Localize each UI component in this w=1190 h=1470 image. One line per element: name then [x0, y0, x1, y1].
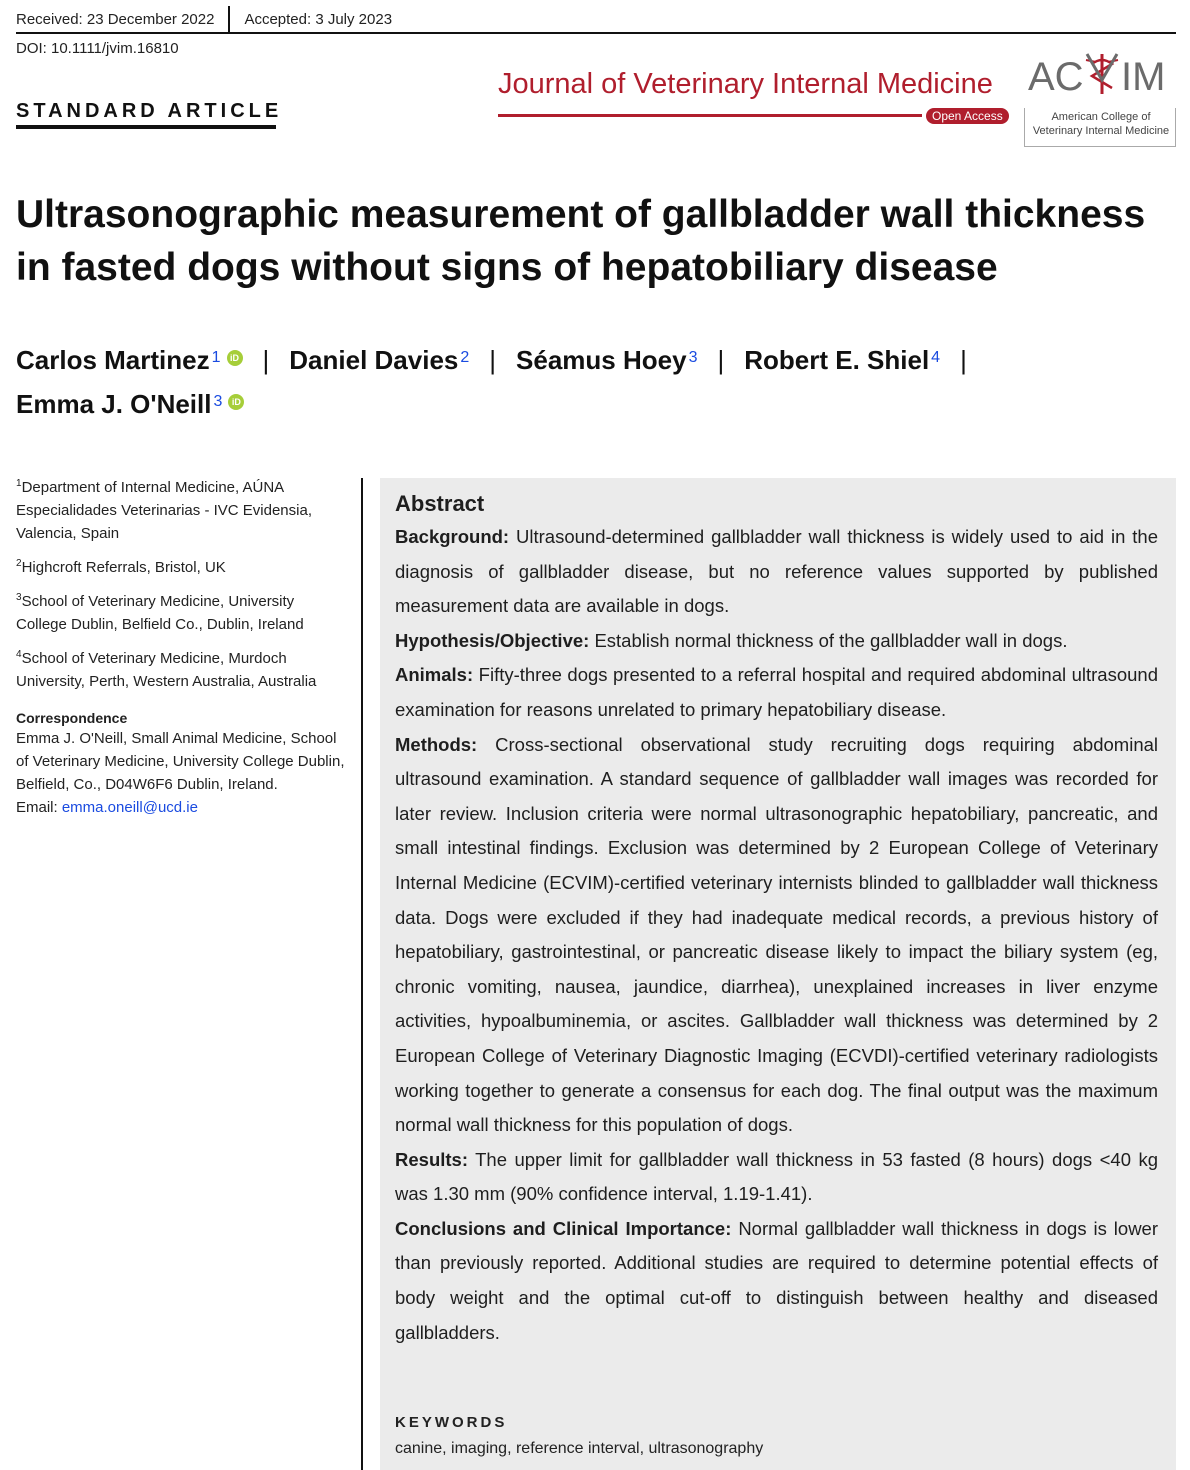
- author-separator: |: [262, 345, 270, 375]
- acvim-college-name: [1024, 110, 1178, 138]
- affiliation-number: 3: [16, 592, 22, 603]
- section-text: Fifty-three dogs presented to a referral hospital and required abdominal ultrasound examination for reasons unrelated to primary hepatobiliary disease.: [395, 664, 1158, 720]
- section-label: Results:: [395, 1148, 468, 1170]
- author-name[interactable]: Robert E. Shiel: [744, 345, 930, 375]
- college-line-2: Veterinary Internal Medicine: [1032, 125, 1170, 137]
- correspondence-heading: Correspondence: [16, 710, 128, 726]
- abstract-methods: [395, 728, 1158, 1143]
- affiliations-column: [16, 472, 346, 819]
- article-title: [16, 188, 1166, 294]
- author[interactable]: [16, 389, 244, 419]
- author-separator: |: [960, 345, 967, 375]
- correspondence-email: [16, 796, 346, 819]
- affiliation-number: 1: [16, 478, 22, 489]
- section-label: Animals:: [395, 664, 474, 686]
- affiliation-3: [16, 586, 346, 636]
- author[interactable]: [516, 345, 697, 375]
- column-divider: [361, 478, 363, 1470]
- author[interactable]: [16, 345, 243, 375]
- author-separator: |: [717, 345, 725, 375]
- keywords-heading: KEYWORDS: [395, 1414, 508, 1431]
- affiliation-text: Department of Internal Medicine, AÚNA Especialidades Veterinarias - IVC Evidensia, Valencia, Spain: [16, 479, 312, 542]
- author[interactable]: [744, 345, 940, 375]
- header-rule: [16, 32, 1176, 34]
- section-text: Cross-sectional observational study recruiting dogs requiring abdominal ultrasound examination. A standard sequence of gallbladder wall images was recorded for later review. Inclusion criteria were normal ultrasonographic hepatobiliary, pancreatic, and small intestinal findings. Exclusion was determined by 2 European College of Veterinary Internal Medicine (ECVIM)-certified veterinary internists blinded to gallbladder wall thickness data. Dogs were excluded if they had inadequate medical records, a previous history of hepatobiliary, gastrointestinal, or pancreatic disease likely to impact the biliary system (eg, chronic vomiting, nausea, jaundice, diarrhea), unexplained increases in liver enzyme activities, hypoalbuminemia, or ascites. Gallbladder wall thickness was determined by 2 European College of Veterinary Diagnostic Imaging (ECVDI)-certified veterinary radiologists working together to generate a consensus for each dog. The final output was the maximum normal wall thickness for this population of dogs.: [395, 733, 1159, 1136]
- abstract-animals: [395, 658, 1158, 727]
- section-text: Normal gallbladder wall thickness in dogs is lower than previously reported. Additional studies are required to determine potential effects of body weight and the optimal cut-off to distinguish between healthy and diseased gallbladders.: [395, 1217, 1159, 1343]
- abstract-content: [395, 486, 1158, 1350]
- section-text: The upper limit for gallbladder wall thickness in 53 fasted (8 hours) dogs <40 kg was 1.30 mm (90% confidence interval, 1.19-1.41).: [395, 1148, 1158, 1205]
- acvim-logo-text-ac: AC: [1028, 55, 1084, 99]
- abstract-conclusions: [395, 1212, 1158, 1350]
- affiliation-sup[interactable]: 1: [211, 349, 221, 366]
- affiliation-4: [16, 643, 346, 693]
- keywords-list: canine, imaging, reference interval, ultrasonography: [395, 1440, 764, 1457]
- affiliation-text: Highcroft Referrals, Bristol, UK: [21, 559, 226, 576]
- section-label: Conclusions and Clinical Importance:: [395, 1217, 732, 1239]
- author-line-2: [16, 382, 1166, 426]
- open-access-badge: Open Access: [926, 108, 1009, 124]
- section-label: Methods:: [395, 733, 478, 755]
- title-line-1: Ultrasonographic measurement of gallbladder wall thickness: [16, 193, 1146, 236]
- section-text: Ultrasound-determined gallbladder wall thickness is widely used to aid in the diagnosis of gallbladder disease, but no reference values supported by published measurement data are available in dogs.: [395, 526, 1158, 617]
- author-line-1: [16, 338, 1166, 382]
- abstract-hypothesis: [395, 624, 1158, 659]
- journal-rule: [498, 114, 922, 117]
- affiliation-1: [16, 472, 346, 545]
- email-link[interactable]: emma.oneill@ucd.ie: [61, 799, 198, 816]
- abstract-box: [380, 478, 1176, 1470]
- abstract-results: [395, 1143, 1158, 1212]
- affiliation-2: [16, 552, 346, 579]
- affiliation-number: 2: [16, 558, 22, 569]
- affiliation-text: School of Veterinary Medicine, University College Dublin, Belfield Co., Dublin, Ireland: [16, 593, 304, 633]
- affiliation-sup[interactable]: 2: [460, 349, 470, 366]
- accepted-date: Accepted: 3 July 2023: [244, 10, 393, 28]
- affiliation-sup[interactable]: 3: [688, 349, 698, 366]
- date-separator: [228, 6, 230, 32]
- article-type: STANDARD ARTICLE: [16, 100, 283, 122]
- abstract-background: [395, 520, 1158, 624]
- caduceus-icon: [1086, 54, 1118, 94]
- affiliation-text: School of Veterinary Medicine, Murdoch University, Perth, Western Australia, Australia: [16, 650, 317, 690]
- affiliation-number: 4: [16, 649, 22, 660]
- affiliation-sup[interactable]: 4: [931, 349, 941, 366]
- section-label: Background:: [395, 526, 510, 547]
- article-type-rule: [16, 125, 276, 129]
- abstract-heading: Abstract: [395, 491, 485, 516]
- affiliation-sup[interactable]: 3: [213, 393, 223, 410]
- section-label: Hypothesis/Objective:: [395, 629, 590, 651]
- author-name[interactable]: Séamus Hoey: [516, 345, 687, 375]
- email-label: Email:: [16, 799, 62, 816]
- author-name[interactable]: Daniel Davies: [289, 345, 459, 375]
- author-separator: |: [489, 345, 497, 375]
- orcid-icon[interactable]: iD: [227, 350, 243, 366]
- orcid-icon[interactable]: iD: [228, 394, 244, 410]
- author-name[interactable]: Carlos Martinez: [16, 345, 210, 375]
- author-list: [16, 338, 1166, 426]
- doi: DOI: 10.1111/jvim.16810: [16, 40, 179, 57]
- correspondence-text: Emma J. O'Neill, Small Animal Medicine, School of Veterinary Medicine, University College Dublin, Belfield, Co., D04W6F6 Dublin, Ireland.: [16, 730, 345, 793]
- author-name[interactable]: Emma J. O'Neill: [16, 389, 212, 419]
- article-dates: [16, 6, 392, 32]
- section-text: Establish normal thickness of the gallbladder wall in dogs.: [594, 629, 1068, 651]
- college-line-1: American College of: [1051, 111, 1151, 123]
- journal-name[interactable]: Journal of Veterinary Internal Medicine: [498, 68, 993, 100]
- author[interactable]: [289, 345, 469, 375]
- received-date: Received: 23 December 2022: [16, 10, 215, 28]
- acvim-logo-text-im: IM: [1121, 55, 1166, 99]
- title-line-2: in fasted dogs without signs of hepatobiliary disease: [16, 246, 998, 289]
